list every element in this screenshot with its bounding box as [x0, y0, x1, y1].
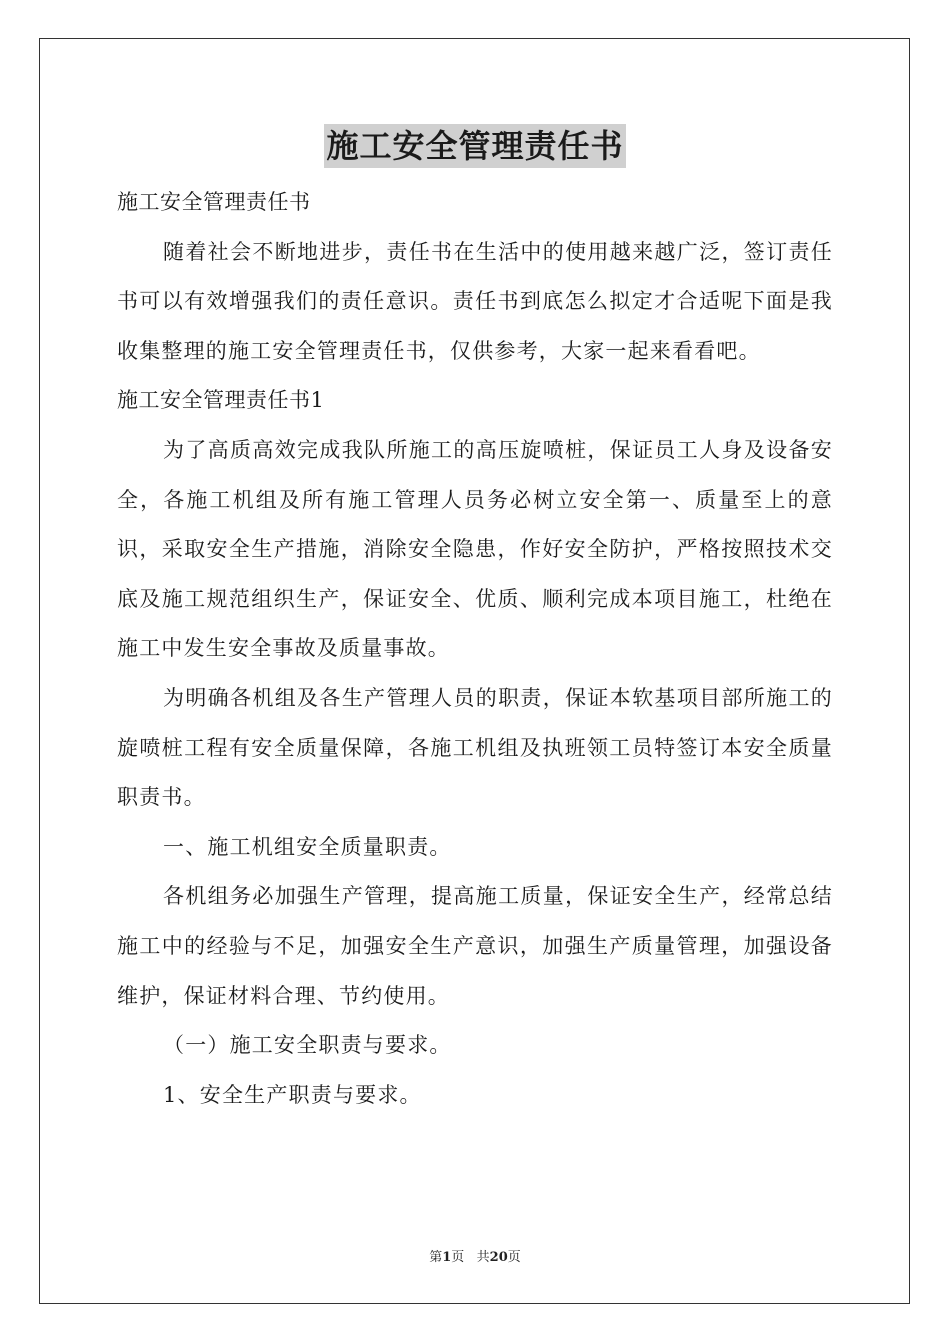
sub-heading: （一）施工安全职责与要求。: [163, 1033, 452, 1058]
total-page-number: 20: [489, 1250, 508, 1265]
footer-prefix: 第: [429, 1250, 443, 1265]
document-title: 施工安全管理责任书: [324, 124, 625, 168]
list-heading: 1、安全生产职责与要求。: [163, 1082, 422, 1107]
page-footer: [0, 1246, 950, 1265]
subtitle-paragraph: 施工安全管理责任书: [117, 190, 311, 214]
section-heading: 施工安全管理责任书1: [117, 388, 325, 413]
footer-suffix: 页: [507, 1250, 521, 1265]
body-paragraph: 各机组务必加强生产管理，提高施工质量，保证安全生产，经常总结施工中的经验与不足，加强安全生产意识，加强生产质量管理，加强设备维护，保证材料合理、节约使用。: [117, 884, 833, 1008]
body-paragraph: 为明确各机组及各生产管理人员的职责，保证本软基项目部所施工的旋喷桩工程有安全质量保障，各施工机组及执班领工员特签订本安全质量职责书。: [117, 685, 833, 810]
footer-mid: 页 共: [451, 1250, 490, 1265]
body-paragraph: 为了高质高效完成我队所施工的高压旋喷桩，保证员工人身及设备安全，各施工机组及所有施工管理人员务必树立安全第一、质量至上的意识，采取安全生产措施，消除安全隐患，作好安全防护，严格按照技术交底及施工规范组织生产，保证安全、优质、顺利完成本项目施工，杜绝在施工中发生安全事故及质量事故。: [117, 437, 833, 661]
document-body: [117, 178, 833, 1120]
intro-paragraph: 随着社会不断地进步，责任书在生活中的使用越来越广泛，签订责任书可以有效增强我们的责任意识。责任书到底怎么拟定才合适呢下面是我收集整理的施工安全管理责任书，仅供参考，大家一起来看看吧。: [117, 239, 833, 363]
numbered-heading: 一、施工机组安全质量职责。: [163, 834, 452, 859]
current-page-number: 1: [442, 1250, 452, 1265]
title-wrap: [0, 124, 950, 168]
